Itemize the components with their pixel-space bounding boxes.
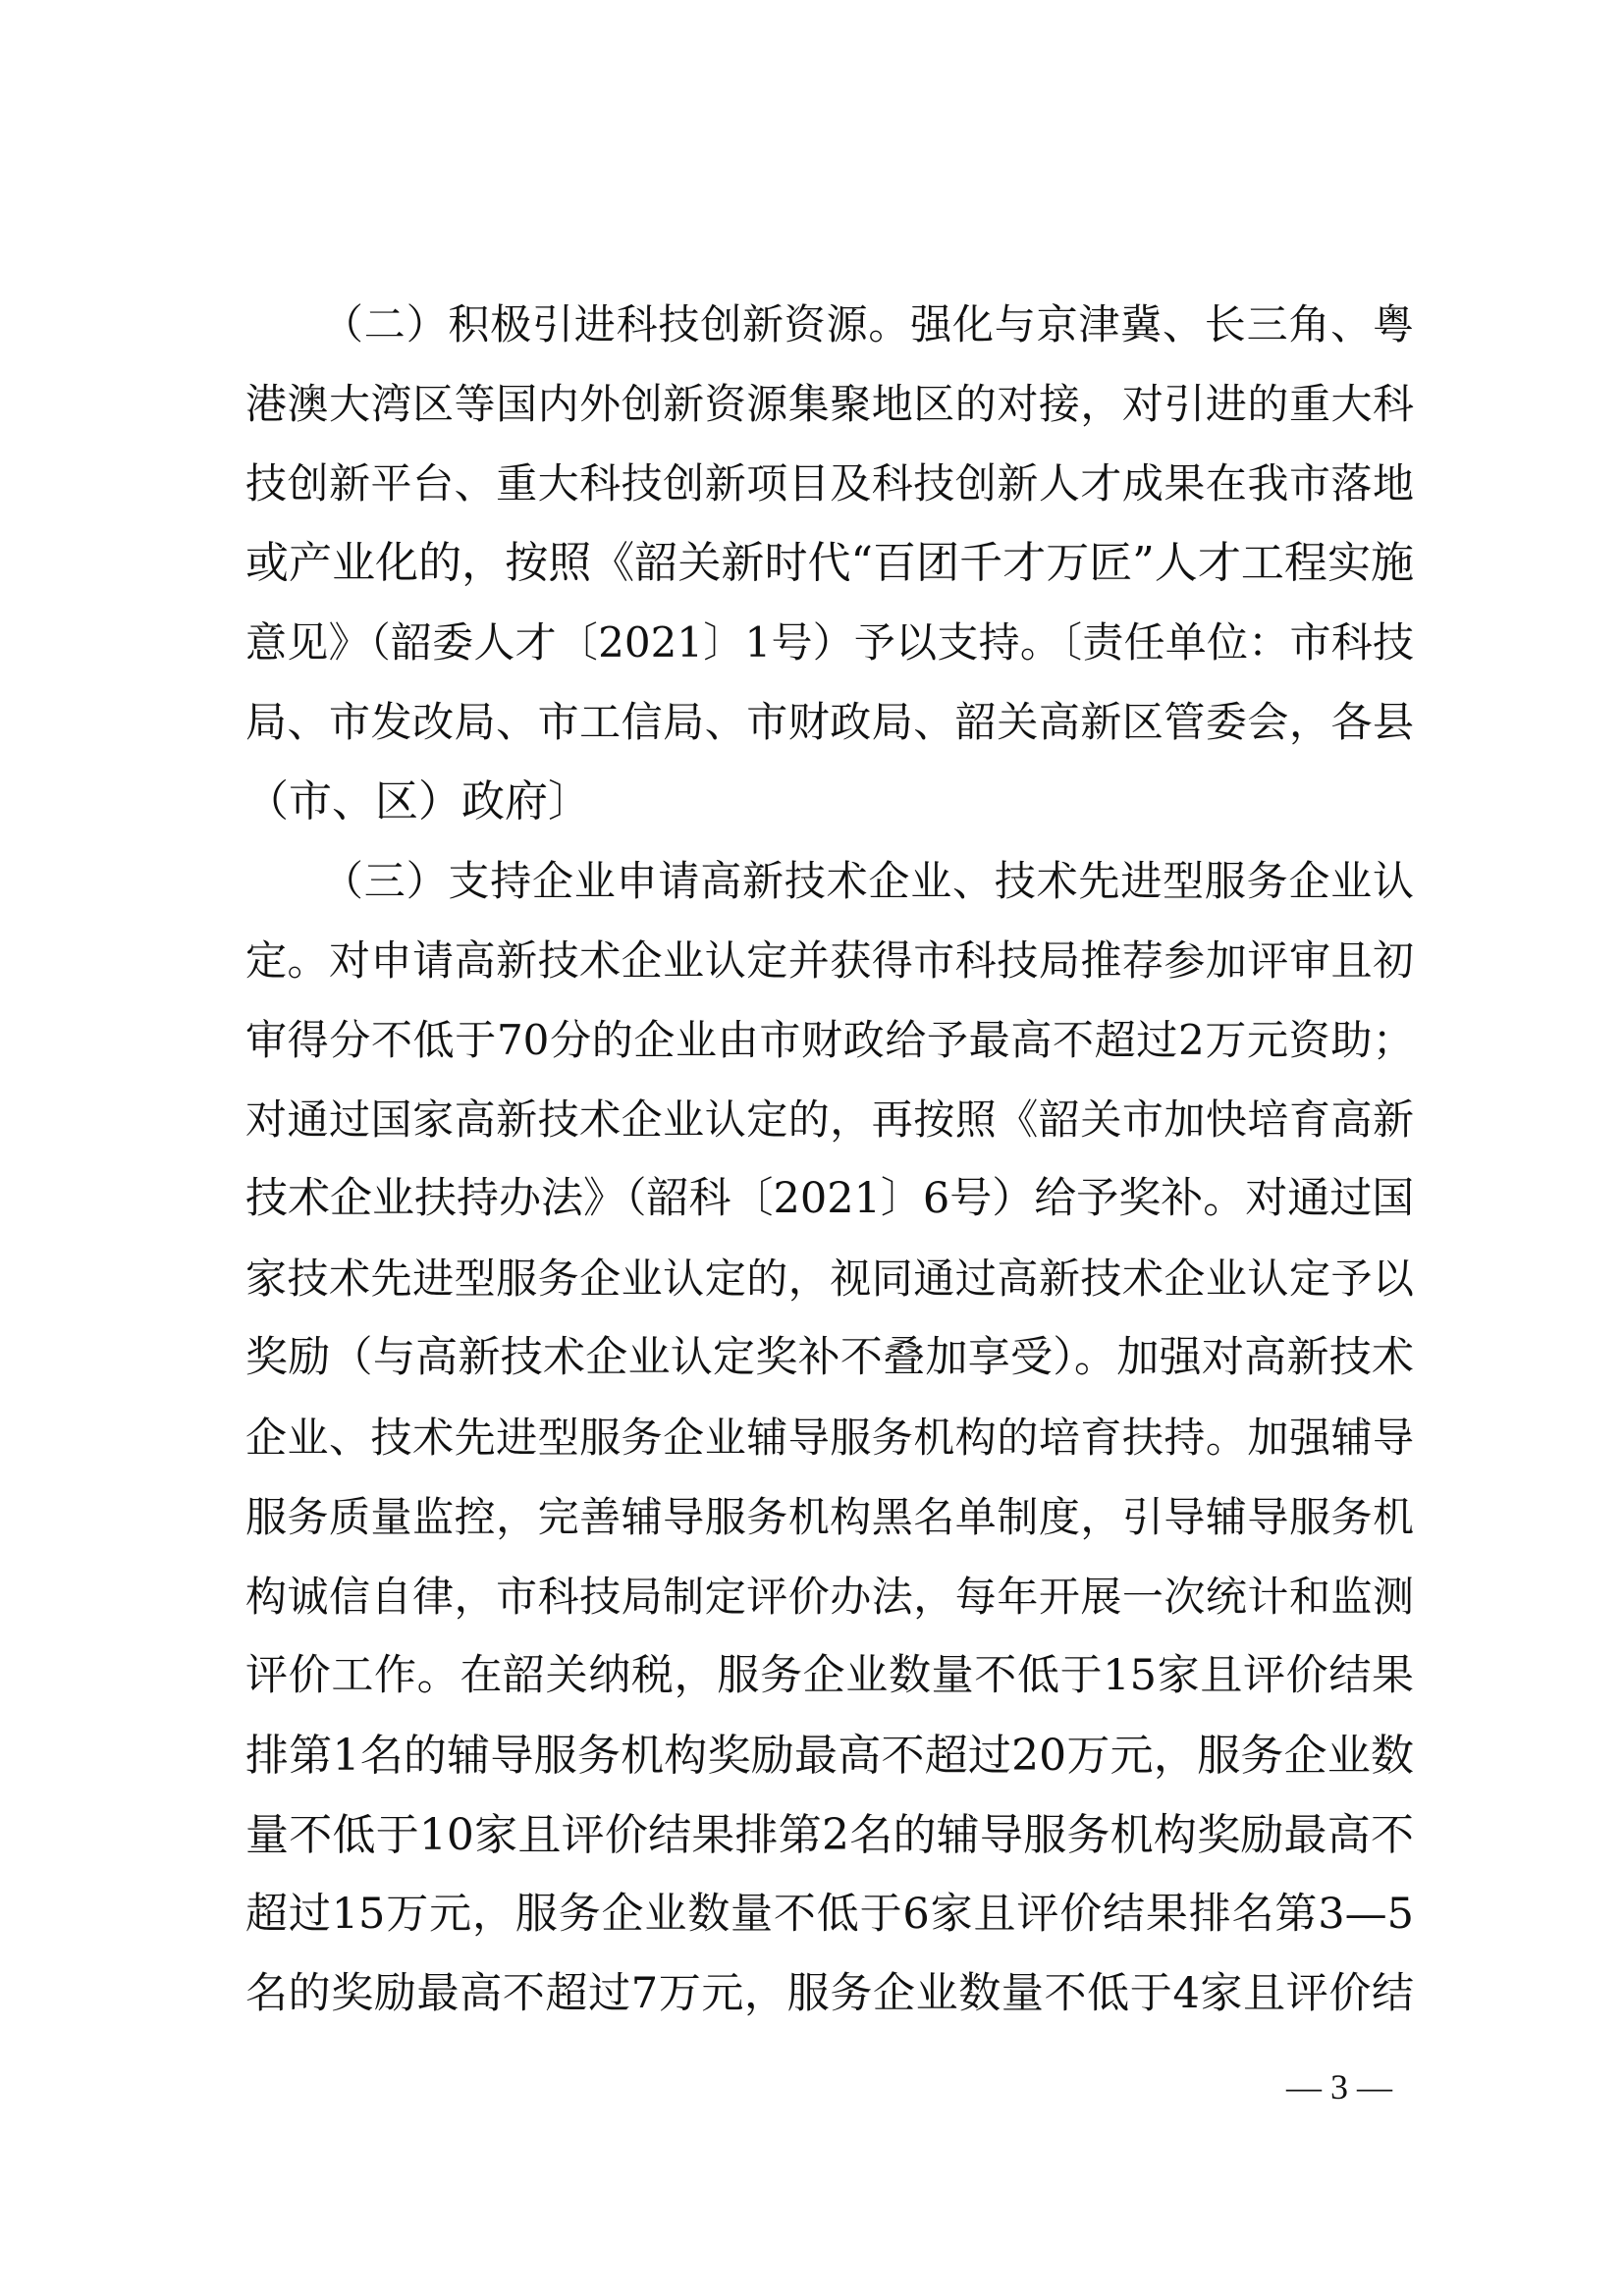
text-line: （市、区）政府〕 bbox=[245, 776, 591, 827]
text-line: 企业、技术先进型服务企业辅导服务机构的培育扶持。加强辅导 bbox=[245, 1414, 1414, 1462]
text-line: 对通过国家高新技术企业认定的，再按照《韶关市加快培育高新 bbox=[245, 1095, 1414, 1144]
text-line: 量不低于10家且评价结果排第2名的辅导服务机构奖励最高不 bbox=[245, 1810, 1414, 1860]
text-line: 局、市发改局、市工信局、市财政局、韶关高新区管委会，各县 bbox=[245, 698, 1414, 746]
paragraph-2 bbox=[245, 285, 1414, 841]
text-line: 家技术先进型服务企业认定的，视同通过高新技术企业认定予以 bbox=[245, 1255, 1414, 1303]
text-line: 排第1名的辅导服务机构奖励最高不超过20万元，服务企业数 bbox=[245, 1731, 1414, 1781]
text-line: 构诚信自律，市科技局制定评价办法，每年开展一次统计和监测 bbox=[245, 1573, 1414, 1621]
text-line: 定。对申请高新技术企业认定并获得市科技局推荐参加评审且初 bbox=[245, 936, 1414, 985]
text-line: （二）积极引进科技创新资源。强化与京津冀、长三角、粤 bbox=[322, 300, 1414, 348]
text-line: 奖励（与高新技术企业认定奖补不叠加享受）。加强对高新技术 bbox=[245, 1333, 1414, 1382]
text-line: 技术企业扶持办法》（韶科〔2021〕6号）给予奖补。对通过国 bbox=[245, 1174, 1415, 1223]
paragraph-3 bbox=[245, 841, 1414, 2034]
document-body bbox=[245, 285, 1414, 2034]
text-line: 审得分不低于70分的企业由市财政给予最高不超过2万元资助； bbox=[245, 1016, 1414, 1064]
text-line: 名的奖励最高不超过7万元，服务企业数量不低于4家且评价结 bbox=[245, 1969, 1414, 2018]
text-line: 或产业化的，按照《韶关新时代“百团千才万匠”人才工程实施 bbox=[245, 538, 1414, 588]
page-number: — 3 — bbox=[1286, 2067, 1392, 2107]
text-line: 服务质量监控，完善辅导服务机构黑名单制度，引导辅导服务机 bbox=[245, 1493, 1414, 1541]
text-line: 评价工作。在韶关纳税，服务企业数量不低于15家且评价结果 bbox=[245, 1651, 1414, 1700]
text-line: （三）支持企业申请高新技术企业、技术先进型服务企业认 bbox=[322, 857, 1414, 905]
text-line: 技创新平台、重大科技创新项目及科技创新人才成果在我市落地 bbox=[245, 459, 1414, 507]
text-line: 港澳大湾区等国内外创新资源集聚地区的对接，对引进的重大科 bbox=[245, 380, 1414, 428]
text-line: 超过15万元，服务企业数量不低于6家且评价结果排名第3—5 bbox=[245, 1890, 1414, 1939]
text-line: 意见》（韶委人才〔2021〕1号）予以支持。〔责任单位：市科技 bbox=[245, 618, 1414, 667]
